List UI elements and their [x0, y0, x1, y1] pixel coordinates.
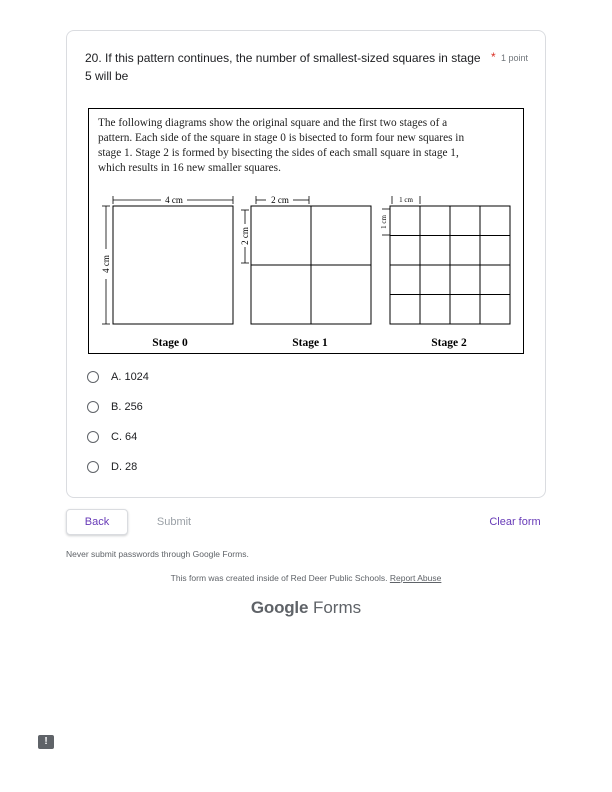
question-card [66, 30, 546, 498]
submit-button[interactable]: Submit [146, 509, 202, 535]
clear-form-button[interactable]: Clear form [480, 509, 550, 535]
report-problem-icon[interactable]: ! [38, 735, 54, 749]
stage0-square [113, 206, 233, 324]
stage1-top-label: 2 cm [271, 195, 289, 205]
back-button[interactable]: Back [66, 509, 128, 535]
google-forms-logo[interactable] [0, 598, 612, 618]
logo-google-text: Google [250, 598, 309, 617]
option-label: B. 256 [111, 401, 143, 413]
report-abuse-link[interactable]: Report Abuse [389, 573, 442, 583]
radio-button[interactable] [87, 371, 99, 383]
option-a[interactable] [87, 368, 149, 386]
radio-button[interactable] [87, 401, 99, 413]
stage2-caption: Stage 2 [431, 337, 467, 349]
figure-line: stage 1. Stage 2 is formed by bisecting the sides of each small square in stage 1, [98, 147, 459, 159]
created-notice [0, 573, 612, 583]
option-label: C. 64 [111, 431, 138, 443]
radio-button[interactable] [87, 431, 99, 443]
created-text: This form was created inside of Red Deer Public Schools. [170, 573, 388, 583]
figure-line: which results in 16 new smaller squares. [98, 162, 281, 174]
stage2-top-label: 1 cm [399, 196, 413, 204]
stages-diagram [89, 109, 525, 355]
figure-line: The following diagrams show the original square and the first two stages of a [98, 117, 448, 129]
stage1-side-label: 2 cm [240, 227, 250, 245]
question-title: 20. If this pattern continues, the number of smallest-sized squares in stage 5 will be [85, 51, 481, 83]
option-label: D. 28 [111, 461, 138, 473]
stage0-top-label: 4 cm [165, 195, 183, 205]
question-image [88, 108, 524, 354]
radio-button[interactable] [87, 461, 99, 473]
figure-line: pattern. Each side of the square in stage 0 is bisected to form four new squares in [98, 132, 465, 144]
logo-forms-text: Forms [312, 598, 362, 617]
question-points: 1 point [501, 53, 529, 63]
required-asterisk: * [491, 50, 496, 64]
option-b[interactable] [87, 398, 143, 416]
stage2-side-label: 1 cm [380, 215, 388, 229]
stage1-caption: Stage 1 [292, 337, 328, 349]
option-d[interactable] [87, 458, 137, 476]
option-label: A. 1024 [111, 371, 149, 383]
stage0-side-label: 4 cm [101, 255, 111, 273]
option-c[interactable] [87, 428, 137, 446]
stage0-caption: Stage 0 [152, 337, 188, 349]
password-warning: Never submit passwords through Google Forms. [66, 549, 249, 559]
